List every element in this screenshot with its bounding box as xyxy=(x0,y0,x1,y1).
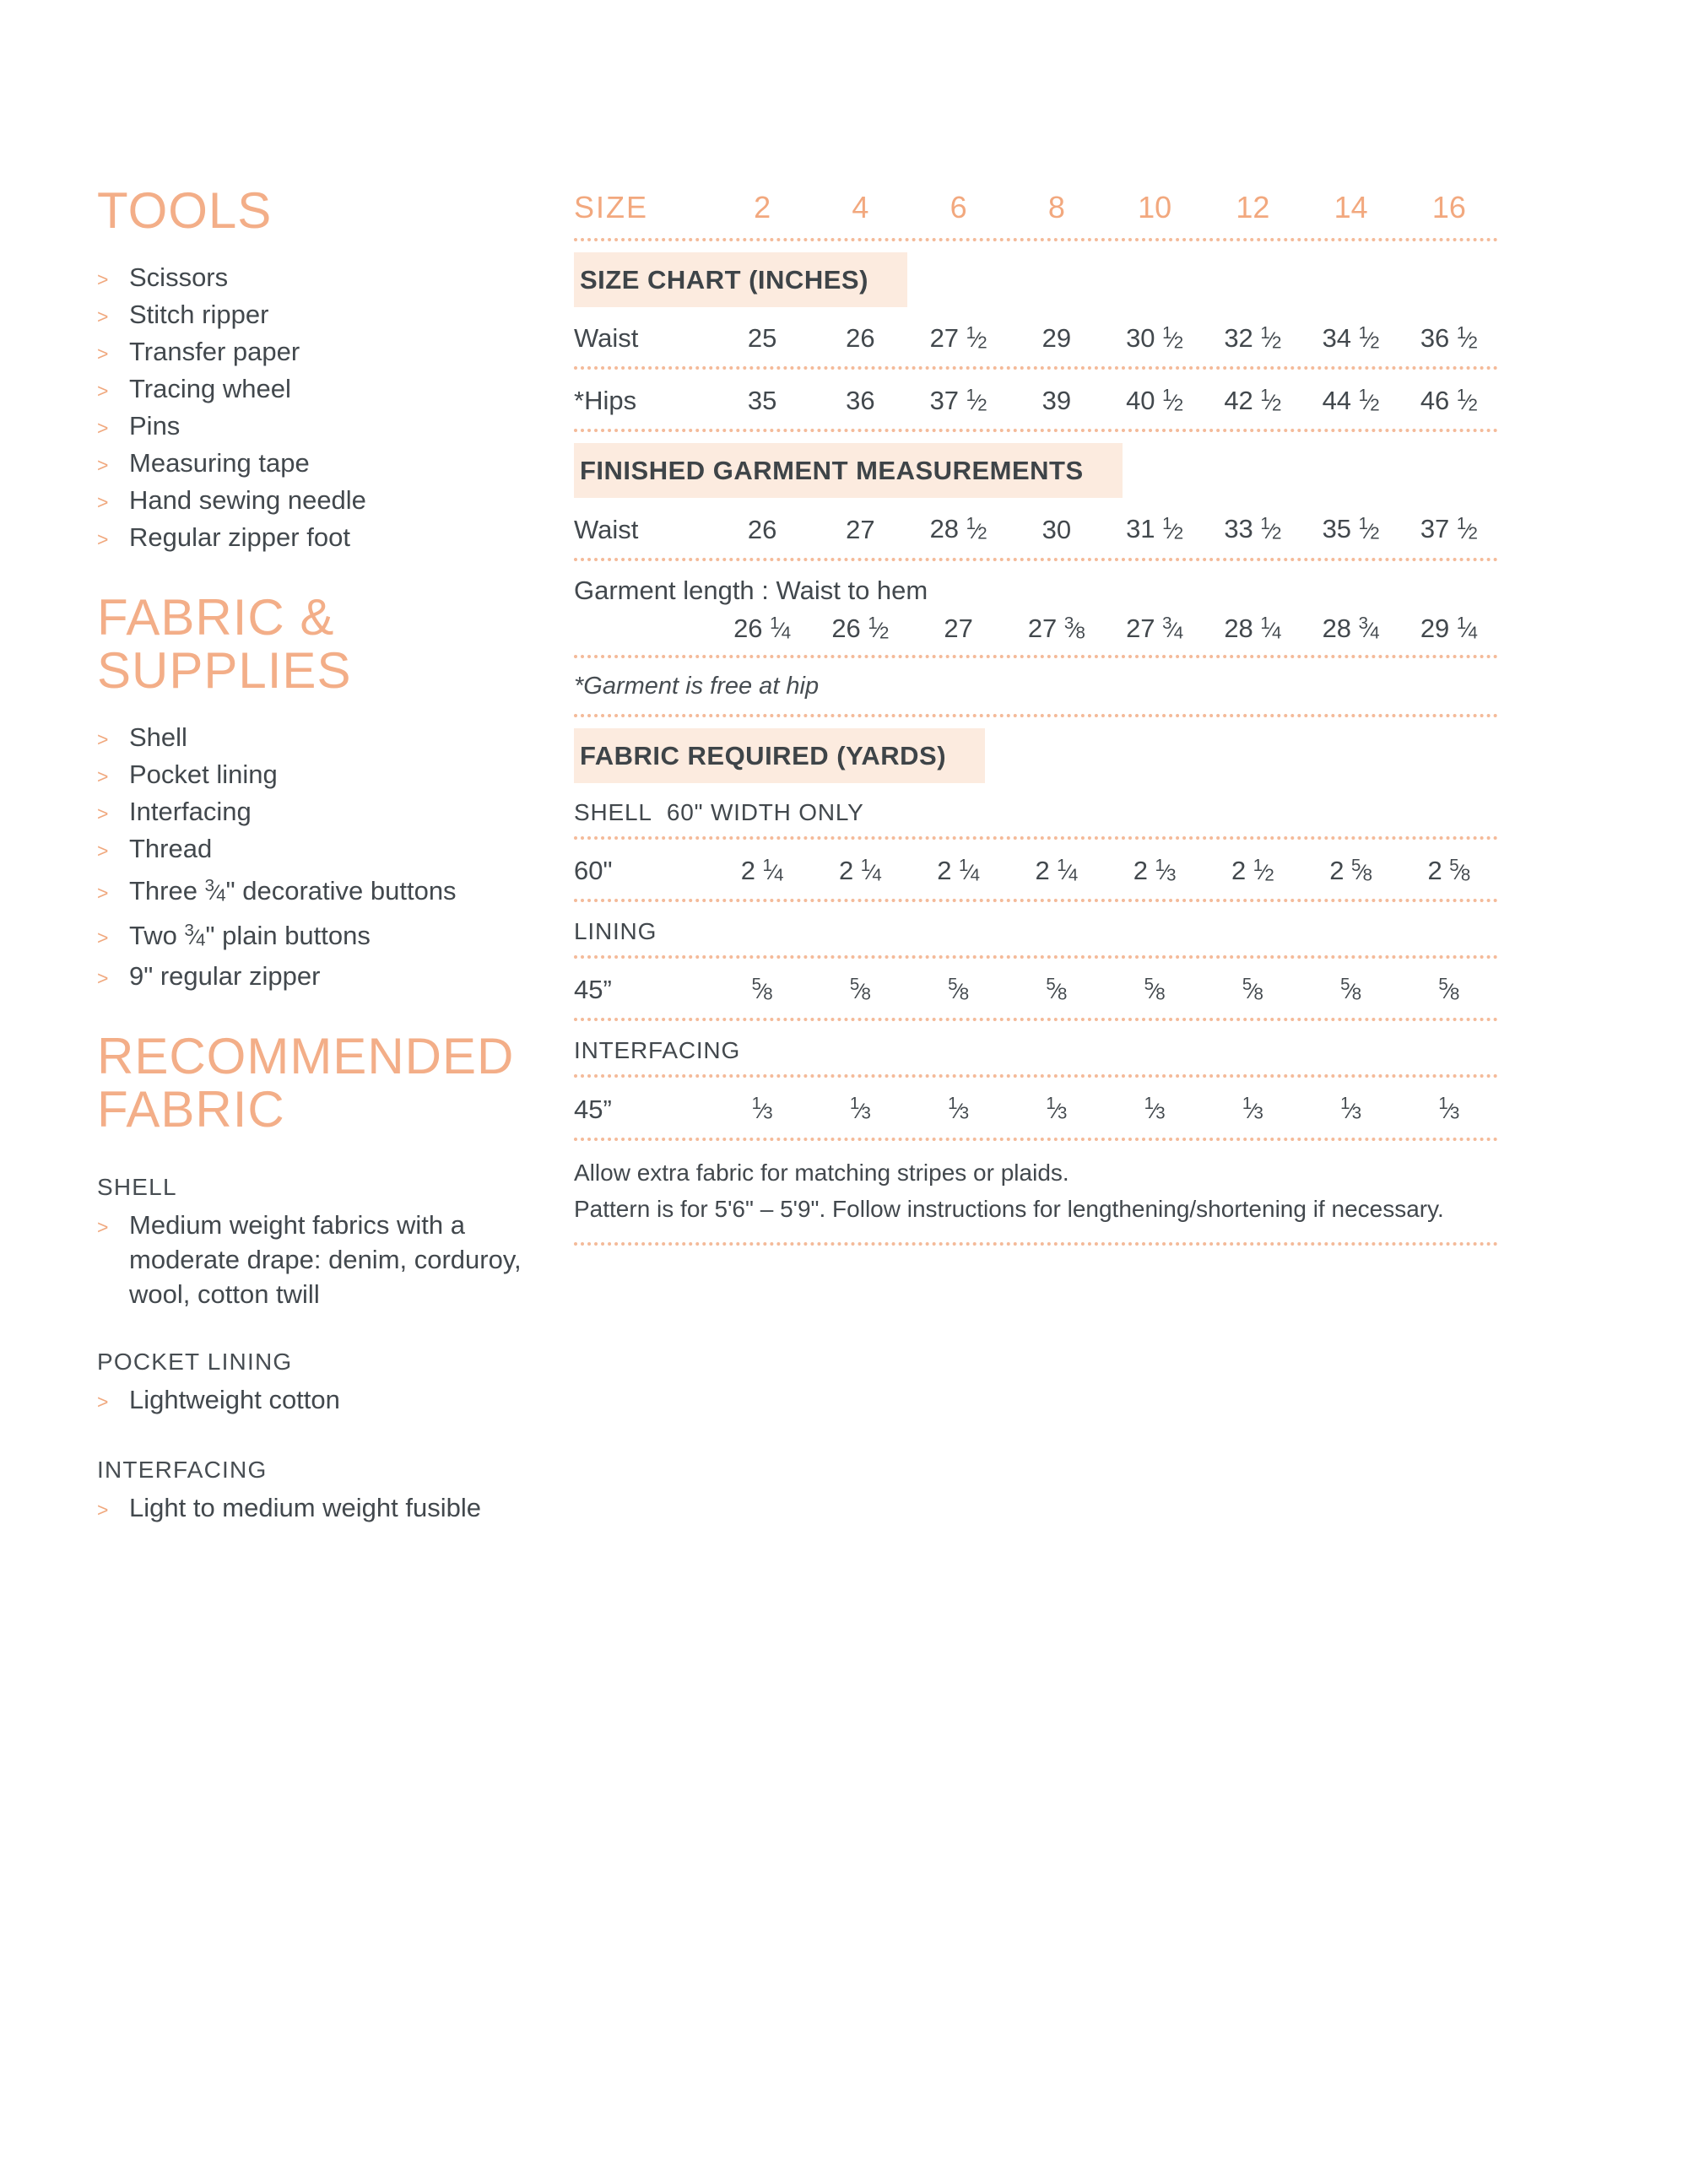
recommended-interfacing-section xyxy=(97,1457,560,1527)
list-item-label: Regular zipper foot xyxy=(129,522,350,552)
list-item-label: Three $^3⁄_4$" decorative buttons xyxy=(129,875,457,905)
section-heading: FABRIC REQUIRED (YARDS) xyxy=(574,728,985,783)
list-item-label: Two $^3⁄_4$" plain buttons xyxy=(129,921,371,951)
row-label: 60" xyxy=(574,856,613,886)
table-cell: $^5⁄_8$ xyxy=(751,975,773,1004)
fabric-supplies-list xyxy=(97,720,560,996)
chevron-bullet-icon: > xyxy=(97,305,109,327)
note-line: Allow extra fabric for matching stripes or plaids. xyxy=(574,1159,1069,1186)
row-label: 45” xyxy=(574,975,612,1005)
list-item-label: Stitch ripper xyxy=(129,299,269,329)
chevron-bullet-icon: > xyxy=(97,802,109,824)
table-cell: $^1⁄_3$ xyxy=(849,1094,871,1123)
size-chart-section xyxy=(574,252,1498,307)
fabric-shell-label-row xyxy=(574,783,1498,840)
list-item xyxy=(97,297,560,334)
sublabel-text: SHELL 60" WIDTH ONLY xyxy=(574,798,864,825)
size-header-label: SIZE xyxy=(574,190,649,224)
chevron-bullet-icon: > xyxy=(97,765,109,787)
size-table xyxy=(574,190,1498,1246)
table-cell: $^5⁄_8$ xyxy=(1340,975,1362,1004)
table-cell: 37 $^1⁄_2$ xyxy=(1420,514,1478,544)
table-cell: 29 $^1⁄_4$ xyxy=(1420,613,1478,643)
list-item xyxy=(97,334,560,371)
table-cell: $^1⁄_3$ xyxy=(1438,1094,1460,1123)
table-cell: 27 xyxy=(846,514,875,544)
row-label: Waist xyxy=(574,323,639,354)
table-cell: 35 $^1⁄_2$ xyxy=(1322,514,1380,544)
chevron-bullet-icon: > xyxy=(97,453,109,476)
chevron-bullet-icon: > xyxy=(97,342,109,365)
fabric-lining-label-row xyxy=(574,902,1498,959)
table-cell: $^1⁄_3$ xyxy=(948,1094,970,1123)
table-cell: 2 $^5⁄_8$ xyxy=(1329,855,1373,886)
recommended-pocket-lining-section xyxy=(97,1349,560,1419)
list-item xyxy=(97,1208,560,1311)
table-cell: $^5⁄_8$ xyxy=(1438,975,1460,1004)
table-cell: 26 xyxy=(846,323,875,354)
table-cell: 2 $^1⁄_4$ xyxy=(838,855,882,886)
table-cell: 29 xyxy=(1041,323,1072,354)
list-item-label: 9" regular zipper xyxy=(129,960,321,991)
table-cell: $^5⁄_8$ xyxy=(1242,975,1263,1004)
table-cell: 32 $^1⁄_2$ xyxy=(1224,323,1282,354)
chevron-bullet-icon: > xyxy=(97,727,109,750)
list-item-label: Lightweight cotton xyxy=(129,1384,340,1414)
garment-length-values xyxy=(574,614,1498,644)
section-heading: SIZE CHART (INCHES) xyxy=(574,252,907,307)
table-cell: 42 $^1⁄_2$ xyxy=(1224,386,1282,416)
fabric-supplies-heading: FABRIC & SUPPLIES xyxy=(97,588,352,700)
left-column xyxy=(97,184,560,1527)
note-line: Pattern is for 5'6" – 5'9". Follow instructions for lengthening/shortening if necessary. xyxy=(574,1195,1444,1222)
footnote-text: *Garment is free at hip xyxy=(574,672,820,700)
recommended-shell-section xyxy=(97,1174,560,1311)
chevron-bullet-icon: > xyxy=(97,966,109,989)
table-cell: 27 $^3⁄_4$ xyxy=(1126,613,1184,643)
list-item-label: Pocket lining xyxy=(129,759,278,789)
list-item xyxy=(97,794,560,831)
list-item-label: Light to medium weight fusible xyxy=(129,1492,482,1522)
fabric-required-section xyxy=(574,728,1498,783)
table-cell: 36 $^1⁄_2$ xyxy=(1420,323,1478,354)
list-item-label: Measuring tape xyxy=(129,447,310,478)
list-item xyxy=(97,720,560,757)
list-item xyxy=(97,913,560,958)
table-cell: 28 $^1⁄_2$ xyxy=(929,514,987,544)
table-cell: 30 xyxy=(1041,514,1072,544)
table-row-shell-60 xyxy=(574,840,1498,902)
list-item xyxy=(97,446,560,483)
table-cell: 26 $^1⁄_4$ xyxy=(733,613,792,643)
list-item-label: Tracing wheel xyxy=(129,373,291,403)
list-item xyxy=(97,959,560,996)
chevron-bullet-icon: > xyxy=(97,927,109,949)
table-cell: $^5⁄_8$ xyxy=(849,975,871,1004)
table-cell: 27 $^1⁄_2$ xyxy=(929,323,987,354)
list-item xyxy=(97,1382,560,1419)
list-item-label: Shell xyxy=(129,722,187,752)
subsection-label: POCKET LINING xyxy=(97,1348,293,1375)
table-cell: 33 $^1⁄_2$ xyxy=(1224,514,1282,544)
list-item xyxy=(97,831,560,868)
table-cell: 26 $^1⁄_2$ xyxy=(831,613,890,643)
finished-garment-section xyxy=(574,443,1498,498)
tools-list xyxy=(97,260,560,557)
list-item-label: Thread xyxy=(129,833,213,863)
subsection-label: INTERFACING xyxy=(97,1456,268,1483)
table-cell: $^5⁄_8$ xyxy=(1046,975,1068,1004)
size-column-header: 4 xyxy=(852,190,869,224)
list-item xyxy=(97,1490,560,1527)
table-cell: 34 $^1⁄_2$ xyxy=(1322,323,1380,354)
list-item-label: Transfer paper xyxy=(129,336,300,366)
size-column-header: 12 xyxy=(1236,190,1270,224)
table-row-lining-45 xyxy=(574,959,1498,1021)
table-cell: 40 $^1⁄_2$ xyxy=(1126,386,1184,416)
tools-heading: TOOLS xyxy=(97,182,273,239)
garment-footnote-row xyxy=(574,658,1498,717)
size-column-header: 8 xyxy=(1047,190,1065,224)
row-label: *Hips xyxy=(574,386,637,416)
size-column-header: 10 xyxy=(1138,190,1172,224)
table-cell: 2 $^5⁄_8$ xyxy=(1427,855,1471,886)
table-cell: $^1⁄_3$ xyxy=(751,1094,773,1123)
size-column-header: 6 xyxy=(950,190,967,224)
list-item-label: Hand sewing needle xyxy=(129,484,366,515)
table-cell: 31 $^1⁄_2$ xyxy=(1126,514,1184,544)
chevron-bullet-icon: > xyxy=(97,490,109,513)
table-cell: 26 xyxy=(747,514,777,544)
table-cell: $^1⁄_3$ xyxy=(1144,1094,1166,1123)
row-label: 45” xyxy=(574,1094,612,1124)
chevron-bullet-icon: > xyxy=(97,839,109,862)
sublabel-text: LINING xyxy=(574,918,657,945)
table-row-hips xyxy=(574,370,1498,432)
table-cell: 35 xyxy=(747,386,777,416)
subsection-label: SHELL xyxy=(97,1173,177,1200)
table-cell: $^5⁄_8$ xyxy=(948,975,970,1004)
table-cell: 25 xyxy=(747,323,777,354)
chevron-bullet-icon: > xyxy=(97,268,109,290)
table-cell: 46 $^1⁄_2$ xyxy=(1420,386,1478,416)
list-item xyxy=(97,757,560,794)
table-row-garment-length xyxy=(574,561,1498,658)
table-row-interfacing-45 xyxy=(574,1078,1498,1140)
table-cell: 44 $^1⁄_2$ xyxy=(1322,386,1380,416)
notes-row xyxy=(574,1141,1498,1246)
list-item-label: Pins xyxy=(129,410,181,441)
size-column-header: 14 xyxy=(1334,190,1368,224)
list-item xyxy=(97,371,560,408)
list-item-label: Medium weight fabrics with a moderate drape: denim, corduroy, wool, cotton twill xyxy=(129,1209,522,1309)
list-item xyxy=(97,483,560,520)
subsection-list xyxy=(97,1490,560,1527)
table-row-waist xyxy=(574,307,1498,370)
chevron-bullet-icon: > xyxy=(97,882,109,904)
size-column-header: 2 xyxy=(754,190,771,224)
table-row-finished-waist xyxy=(574,498,1498,560)
chevron-bullet-icon: > xyxy=(97,1390,109,1413)
table-cell: 2 $^1⁄_4$ xyxy=(937,855,981,886)
table-cell: 2 $^1⁄_2$ xyxy=(1231,855,1274,886)
table-cell: 39 xyxy=(1041,386,1072,416)
table-cell: 28 $^1⁄_4$ xyxy=(1224,613,1282,643)
table-cell: 36 xyxy=(846,386,875,416)
chevron-bullet-icon: > xyxy=(97,1498,109,1521)
table-cell: $^1⁄_3$ xyxy=(1242,1094,1263,1123)
section-heading: FINISHED GARMENT MEASUREMENTS xyxy=(574,443,1123,498)
table-cell: 28 $^3⁄_4$ xyxy=(1322,613,1380,643)
list-item xyxy=(97,520,560,557)
row-label: Waist xyxy=(574,514,639,544)
table-cell: 37 $^1⁄_2$ xyxy=(929,386,987,416)
list-item xyxy=(97,408,560,446)
sublabel-text: INTERFACING xyxy=(574,1037,741,1064)
table-cell: 2 $^1⁄_4$ xyxy=(1035,855,1079,886)
table-cell: 2 $^1⁄_4$ xyxy=(740,855,784,886)
recommended-fabric-heading: RECOMMENDED FABRIC xyxy=(97,1027,515,1138)
size-column-header: 16 xyxy=(1431,190,1466,224)
size-header-row xyxy=(574,190,1498,241)
list-item xyxy=(97,868,560,913)
list-item xyxy=(97,260,560,297)
subsection-list xyxy=(97,1382,560,1419)
table-cell: 27 $^3⁄_8$ xyxy=(1027,613,1085,643)
table-cell: 30 $^1⁄_2$ xyxy=(1126,323,1184,354)
table-cell: $^5⁄_8$ xyxy=(1144,975,1166,1004)
table-cell: 2 $^1⁄_3$ xyxy=(1133,855,1177,886)
list-item-label: Interfacing xyxy=(129,796,252,826)
chevron-bullet-icon: > xyxy=(97,527,109,550)
table-cell: $^1⁄_3$ xyxy=(1340,1094,1362,1123)
chevron-bullet-icon: > xyxy=(97,379,109,402)
subsection-list xyxy=(97,1208,560,1311)
list-item-label: Scissors xyxy=(129,262,229,292)
table-cell: $^1⁄_3$ xyxy=(1046,1094,1068,1123)
table-cell: 27 xyxy=(944,613,973,643)
row-label: Garment length : Waist to hem xyxy=(574,575,928,605)
chevron-bullet-icon: > xyxy=(97,416,109,439)
fabric-interfacing-label-row xyxy=(574,1021,1498,1078)
chevron-bullet-icon: > xyxy=(97,1215,109,1238)
